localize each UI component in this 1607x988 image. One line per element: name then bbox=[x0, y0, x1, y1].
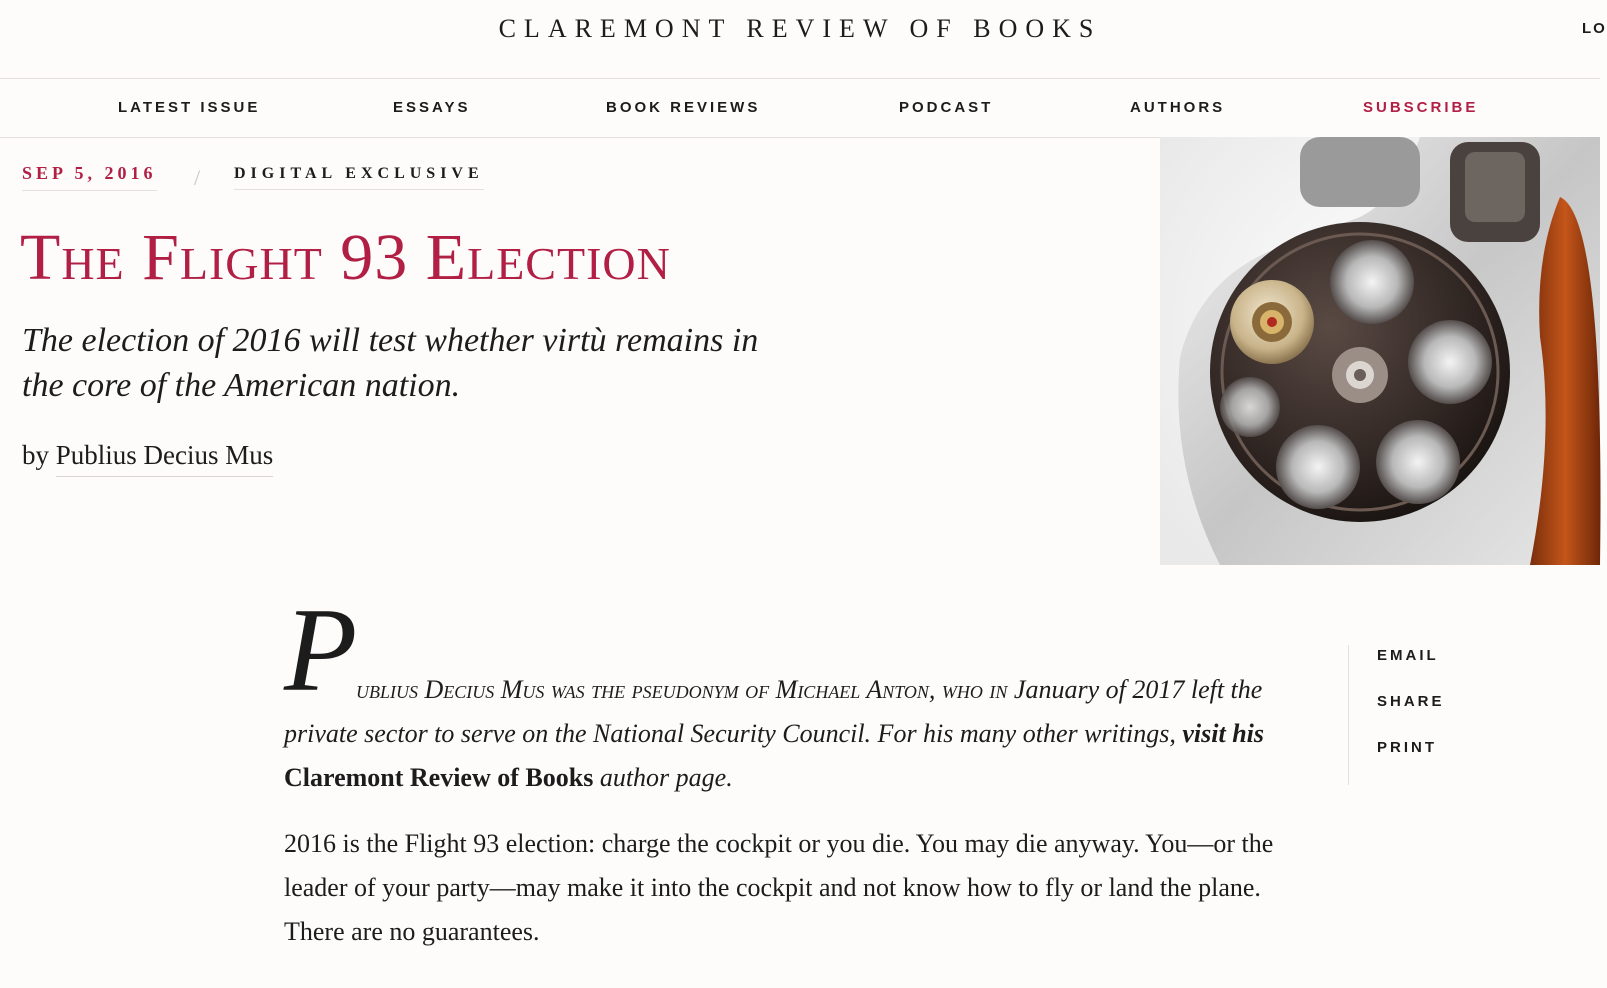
author-page-link-suffix: author page. bbox=[599, 763, 733, 792]
login-link[interactable]: LO bbox=[1582, 20, 1607, 37]
byline bbox=[22, 440, 273, 471]
share-rail bbox=[1348, 645, 1469, 785]
print-button[interactable]: PRINT bbox=[1377, 739, 1437, 756]
article-dek: The election of 2016 will test whether virtù remains in the core of the American nation. bbox=[22, 322, 759, 404]
main-nav bbox=[0, 79, 1600, 138]
nav-book-reviews[interactable]: BOOK REVIEWS bbox=[606, 99, 761, 116]
author-note-text: January of 2017 left the private sector to serve on the National Security Council. For his many other writings, bbox=[284, 675, 1263, 748]
article-category[interactable]: DIGITAL EXCLUSIVE bbox=[234, 165, 484, 190]
drop-cap: P bbox=[284, 583, 358, 716]
author-page-link[interactable]: Claremont Review of Books bbox=[284, 763, 594, 792]
email-button[interactable]: EMAIL bbox=[1377, 647, 1439, 664]
article-title: The Flight 93 Election bbox=[20, 221, 671, 294]
share-button[interactable]: SHARE bbox=[1377, 693, 1445, 710]
meta-divider: / bbox=[194, 165, 205, 190]
site-title[interactable]: CLAREMONT REVIEW OF BOOKS bbox=[498, 14, 1102, 43]
nav-podcast[interactable]: PODCAST bbox=[899, 99, 994, 116]
nav-subscribe[interactable]: SUBSCRIBE bbox=[1363, 99, 1479, 116]
nav-essays[interactable]: ESSAYS bbox=[393, 99, 471, 116]
byline-prefix: by bbox=[22, 440, 49, 470]
author-page-link-prefix[interactable]: visit his bbox=[1182, 719, 1264, 748]
author-note bbox=[284, 668, 1324, 800]
nav-latest-issue[interactable]: LATEST ISSUE bbox=[118, 99, 261, 116]
nav-authors[interactable]: AUTHORS bbox=[1130, 99, 1226, 116]
revolver-illustration bbox=[1160, 137, 1600, 565]
article-date: SEP 5, 2016 bbox=[22, 163, 157, 191]
author-note-lead: ublius Decius Mus was the pseudonym of Michael Anton, who in bbox=[356, 675, 1008, 704]
masthead bbox=[0, 0, 1607, 79]
hero-image bbox=[1160, 137, 1600, 565]
article-paragraph: 2016 is the Flight 93 election: charge the cockpit or you die. You may die anyway. You—or the leader of your party—may make it into the cockpit and not know how to fly or land the plane. There are no guarantees. bbox=[284, 829, 1274, 946]
author-link[interactable]: Publius Decius Mus bbox=[56, 440, 274, 477]
